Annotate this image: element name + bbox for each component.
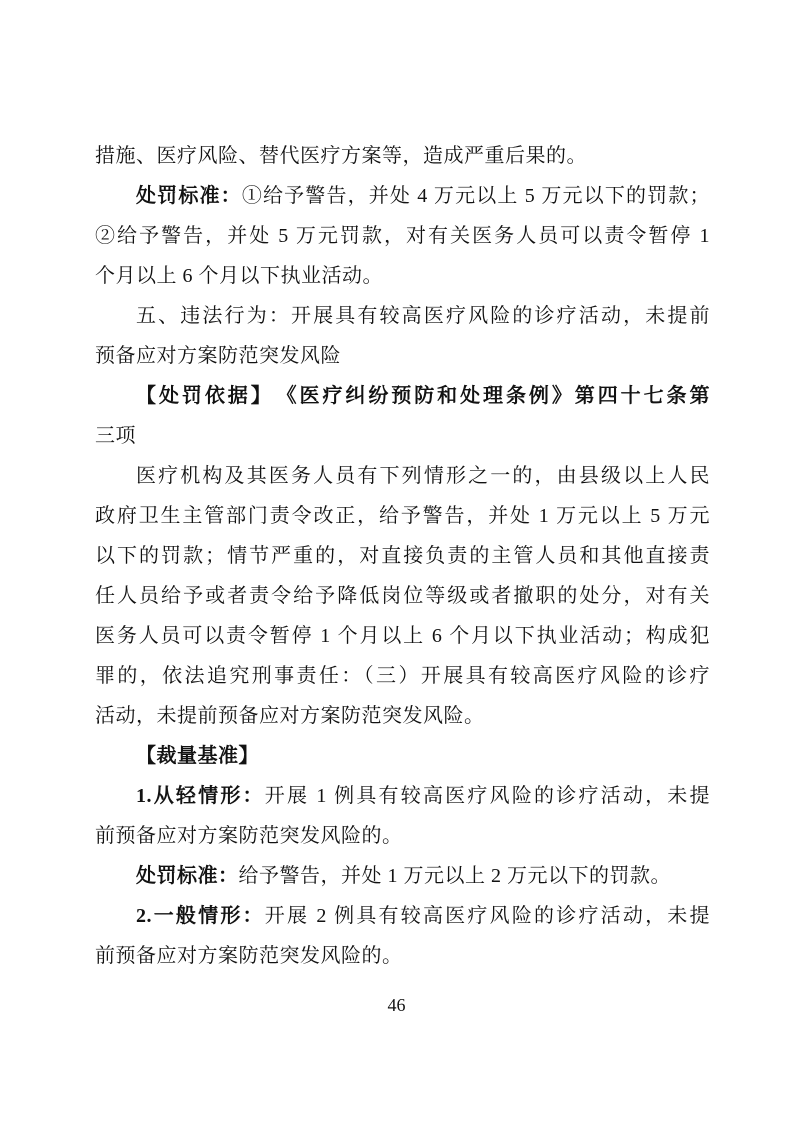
text-line: [95, 336, 710, 376]
text-segment: 措施、医疗风险、替代医疗方案等，造成严重后果的。: [95, 145, 587, 167]
text-segment: 以下的罚款；情节严重的，对直接负责的主管人员和其他直接责: [95, 545, 710, 567]
text-line: [95, 496, 710, 536]
bold-text-segment: 【处罚依据】: [136, 385, 264, 407]
bold-text-segment: 处罚标准：: [136, 185, 242, 207]
text-line: [95, 216, 710, 256]
text-line: [95, 256, 710, 296]
bold-text-segment: 1.从轻情形：: [136, 785, 265, 807]
text-line: [95, 536, 710, 576]
text-segment: 医务人员可以责令暂停 1 个月以上 6 个月以下执业活动；构成犯: [95, 625, 710, 647]
text-segment: 医疗机构及其医务人员有下列情形之一的，由县级以上人民: [136, 465, 710, 487]
text-line: [95, 696, 710, 736]
text-line: [95, 656, 710, 696]
text-line: [95, 816, 710, 856]
text-line: [95, 936, 710, 976]
text-segment: ②给予警告，并处 5 万元罚款，对有关医务人员可以责令暂停 1: [95, 225, 710, 247]
text-line: [95, 736, 710, 776]
text-segment: 三项: [95, 425, 136, 447]
text-segment: 任人员给予或者责令给予降低岗位等级或者撤职的处分，对有关: [95, 585, 710, 607]
bold-text-segment: 处罚标准：: [136, 865, 239, 887]
bold-text-segment: 《医疗纠纷预防和处理条例》第四十七条第: [263, 385, 710, 407]
text-line: [95, 616, 710, 656]
text-segment: 开展 2 例具有较高医疗风险的诊疗活动，未提: [264, 905, 710, 927]
text-line: [95, 776, 710, 816]
text-line: [95, 416, 710, 456]
text-segment: 预备应对方案防范突发风险: [95, 345, 341, 367]
bold-text-segment: 【裁量基准】: [136, 745, 259, 767]
text-line: [95, 576, 710, 616]
text-line: [95, 296, 710, 336]
text-segment: ①给予警告，并处 4 万元以上 5 万元以下的罚款；: [241, 185, 710, 207]
text-line: [95, 136, 710, 176]
bold-text-segment: 2.一般情形：: [136, 905, 265, 927]
text-segment: 开展 1 例具有较高医疗风险的诊疗活动，未提: [264, 785, 710, 807]
text-line: [95, 456, 710, 496]
text-segment: 活动，未提前预备应对方案防范突发风险。: [95, 705, 485, 727]
text-line: [95, 856, 710, 896]
text-line: [95, 176, 710, 216]
text-segment: 前预备应对方案防范突发风险的。: [95, 825, 403, 847]
text-segment: 给予警告，并处 1 万元以上 2 万元以下的罚款。: [238, 865, 671, 887]
text-segment: 罪的，依法追究刑事责任：（三）开展具有较高医疗风险的诊疗: [95, 665, 710, 687]
text-segment: 五、违法行为：开展具有较高医疗风险的诊疗活动，未提前: [136, 305, 710, 327]
text-line: [95, 376, 710, 416]
text-segment: 政府卫生主管部门责令改正，给予警告，并处 1 万元以上 5 万元: [95, 505, 710, 527]
text-line: [95, 896, 710, 936]
text-segment: 个月以上 6 个月以下执业活动。: [95, 265, 383, 287]
document-body: [95, 136, 710, 976]
page-number: 46: [387, 995, 406, 1015]
text-segment: 前预备应对方案防范突发风险的。: [95, 945, 403, 967]
